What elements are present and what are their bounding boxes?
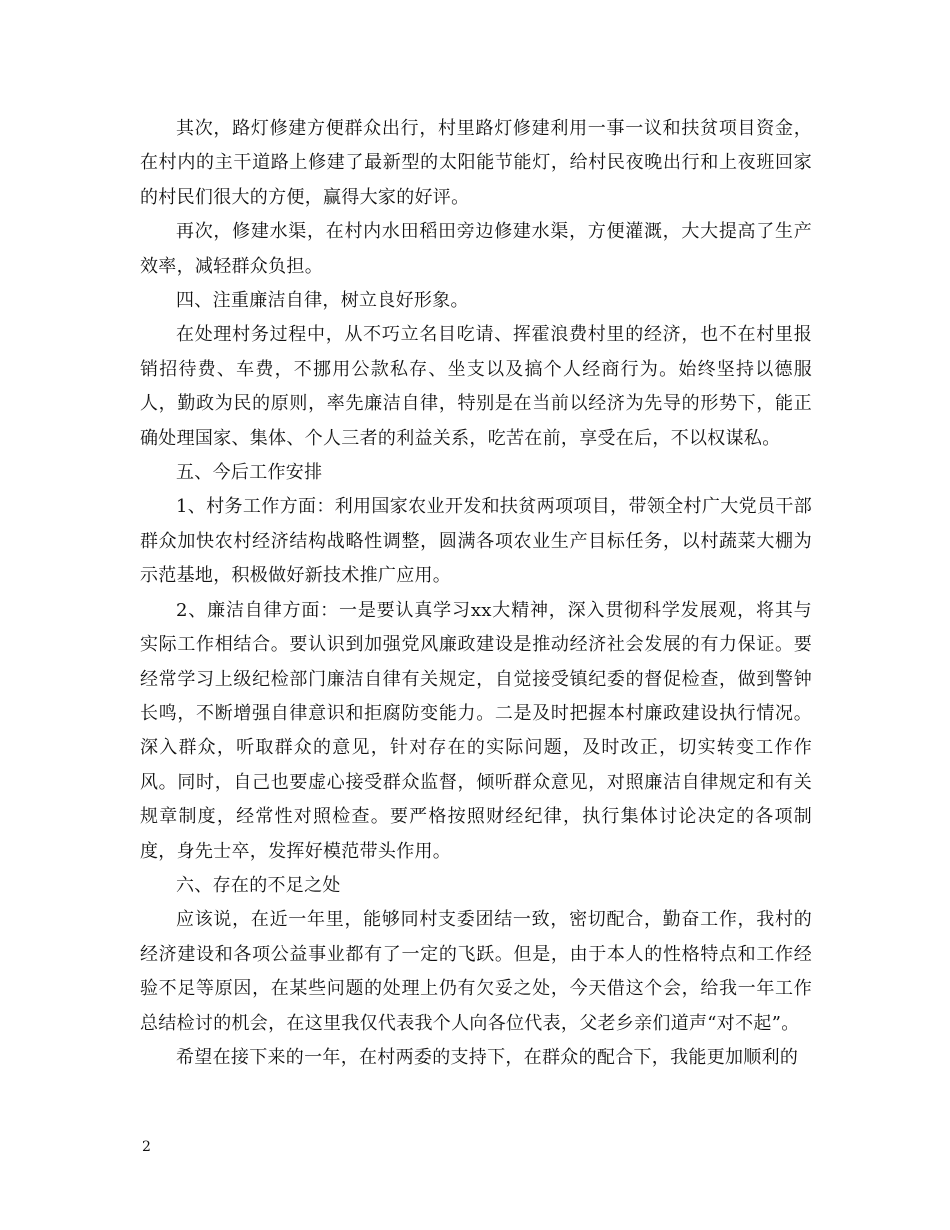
paragraph-self-discipline: 2、廉洁自律方面：一是要认真学习xx大精神，深入贯彻科学发展观，将其与实际工作相结合。要认识到加强党风廉政建设是推动经济社会发展的有力保证。要经常学习上级纪检部门廉洁自律有关规定，自觉接受镇纪委的督促检查，做到警钟长鸣，不断增强自律意识和拒腐防变能力。二是及时把握本村廉政建设执行情况。深入群众，听取群众的意见，针对存在的实际问题，及时改正，切实转变工作作风。同时，自己也要虚心接受群众监督，倾听群众意见，对照廉洁自律规定和有关规章制度，经常性对照检查。要严格按照财经纪律，执行集体讨论决定的各项制度，身先士卒，发挥好模范带头作用。 (140, 599, 812, 862)
paragraph-hope: 希望在接下来的一年，在村两委的支持下，在群众的配合下，我能更加顺利的 (176, 1046, 799, 1068)
document-body (140, 112, 812, 1075)
paragraph-integrity: 在处理村务过程中，从不巧立名目吃请、挥霍浪费村里的经济，也不在村里报销招待费、车费，不挪用公款私存、坐支以及搞个人经商行为。始终坚持以德服人，勤政为民的原则，率先廉洁自律，特别是在当前以经济为先导的形势下，能正确处理国家、集体、个人三者的利益关系，吃苦在前，享受在后，不以权谋私。 (140, 324, 812, 449)
paragraph-village-affairs: 1、村务工作方面：利用国家农业开发和扶贫两项项目，带领全村广大党员干部群众加快农村经济结构战略性调整，圆满各项农业生产目标任务，以村蔬菜大棚为示范基地，积极做好新技术推广应用。 (140, 496, 812, 587)
section-heading-shortcomings: 六、存在的不足之处 (176, 874, 341, 896)
paragraph-shortcomings: 应该说，在近一年里，能够同村支委团结一致，密切配合，勤奋工作，我村的经济建设和各项公益事业都有了一定的飞跃。但是，由于本人的性格特点和工作经验不足等原因，在某些问题的处理上仍有欠妥之处，今天借这个会，给我一年工作总结检讨的机会，在这里我仅代表我个人向各位代表，父老乡亲们道声“对不起”。 (140, 909, 812, 1034)
paragraph-streetlights: 其次，路灯修建方便群众出行，村里路灯修建利用一事一议和扶贫项目资金，在村内的主干道路上修建了最新型的太阳能节能灯，给村民夜晚出行和上夜班回家的村民们很大的方便，赢得大家的好评。 (140, 118, 812, 208)
section-heading-future-work: 五、今后工作安排 (176, 462, 323, 484)
section-heading-integrity: 四、注重廉洁自律，树立良好形象。 (176, 290, 469, 312)
page-number: 2 (142, 1139, 151, 1155)
paragraph-canals: 再次，修建水渠，在村内水田稻田旁边修建水渠，方便灌溉，大大提高了生产效率，减轻群众负担。 (140, 221, 812, 277)
